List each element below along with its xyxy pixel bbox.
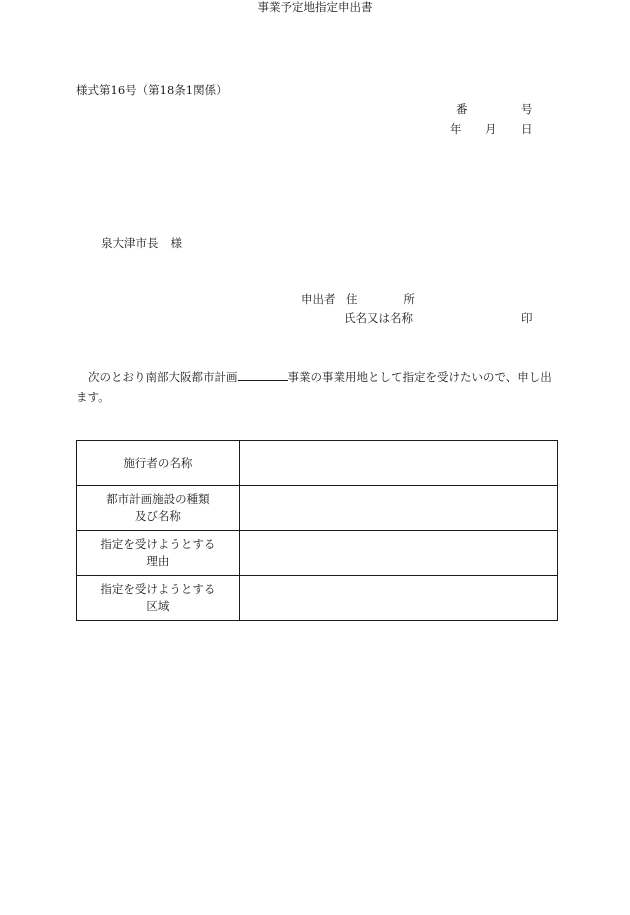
row-value-facility-type (239, 486, 557, 531)
document-number-suffix: 号 (521, 102, 533, 116)
addressee-name: 泉大津市長 (101, 236, 159, 250)
project-name-blank (238, 368, 288, 381)
addressee (101, 236, 182, 250)
row-value-area (239, 576, 557, 621)
table-row (77, 531, 558, 576)
document-title: 事業予定地指定申出書 (257, 0, 373, 14)
seal-mark: 印 (521, 311, 533, 325)
applicant-address-label: 住 所 (346, 292, 415, 306)
row-value-reason (239, 531, 557, 576)
row-label-reason: 指定を受けようとする 理由 (77, 531, 240, 576)
date-day-label: 日 (521, 122, 533, 136)
row-label-implementer-name: 施行者の名称 (77, 441, 240, 486)
date-month-label: 月 (485, 122, 497, 136)
row-label-facility-type: 都市計画施設の種類 及び名称 (77, 486, 240, 531)
table-row (77, 486, 558, 531)
table-row (77, 576, 558, 621)
body-text (76, 367, 560, 407)
row-label-area: 指定を受けようとする 区域 (77, 576, 240, 621)
applicant-label: 申出者 (301, 292, 336, 306)
document-number-label: 番 (456, 102, 468, 116)
form-number: 様式第16号（第18条1関係） (76, 83, 228, 97)
row-value-implementer-name (239, 441, 557, 486)
application-details-table (76, 440, 558, 621)
addressee-honorific: 様 (170, 236, 182, 250)
date-year-label: 年 (450, 122, 462, 136)
body-text-before-blank: 次のとおり南部大阪都市計画 (88, 370, 238, 384)
table-row (77, 441, 558, 486)
body-text-after-blank: 事業の事業用地として指定を受けたいので、申し出ます。 (76, 370, 552, 404)
applicant-name-label: 氏名又は名称 (344, 311, 413, 325)
